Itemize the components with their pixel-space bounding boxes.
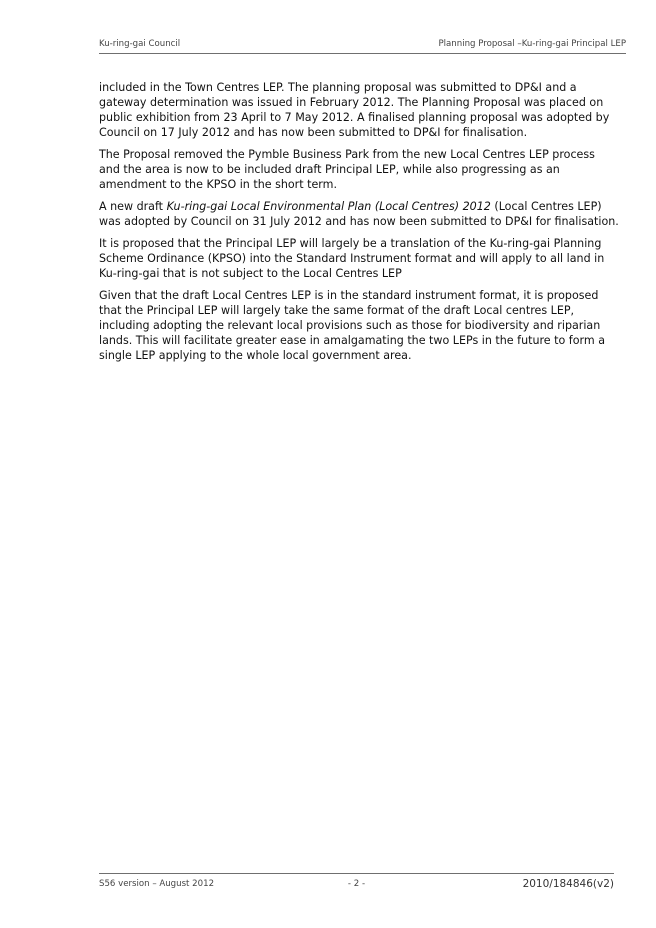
paragraph-town-centres-lep: included in the Town Centres LEP. The planning proposal was submitted to DP&I and a gateway determination was issued in February 2012. The Planning Proposal was placed on public exhibition from 23 April to 7 May 2012. A finalised planning proposal was adopted by Council on 17 July 2012 and has now been submitted to DP&I for finalisation. xyxy=(99,81,610,139)
paragraph-local-centres-lep-suffix: (Local Centres LEP) was adopted by Council on 31 July 2012 and has now been submitted to DP&I for finalisation. xyxy=(99,200,619,228)
page-number: - 2 - xyxy=(347,879,366,889)
document-reference: 2010/184846(v2) xyxy=(522,878,614,890)
paragraph-pymble-business-park: The Proposal removed the Pymble Business Park from the new Local Centres LEP process and the area is now to be included draft Principal LEP, while also progressing as an amendment to the KPSO in the short term. xyxy=(99,148,595,191)
footer-version: S56 version – August 2012 xyxy=(99,879,215,889)
paragraph-principal-lep-translation: It is proposed that the Principal LEP will largely be a translation of the Ku-ring-gai Planning Scheme Ordinance (KPSO) into the Standard Instrument format and will apply to all land in Ku-ring-gai that is not subject to the Local Centres LEP xyxy=(99,237,605,280)
header-organisation: Ku-ring-gai Council xyxy=(99,39,181,49)
plan-title-italic: Ku-ring-gai Local Environmental Plan (Local Centres) 2012 xyxy=(166,200,491,213)
page-footer xyxy=(99,873,614,894)
paragraph-local-centres-lep xyxy=(99,199,619,229)
paragraph-standard-instrument-format: Given that the draft Local Centres LEP is in the standard instrument format, it is proposed that the Principal LEP will largely take the same format of the draft Local centres LEP, including adopting the relevant local provisions such as those for biodiversity and riparian lands. This will facilitate greater ease in amalgamating the two LEPs in the future to form a single LEP applying to the whole local government area. xyxy=(99,289,606,362)
page-header xyxy=(99,37,626,54)
document-body xyxy=(99,80,619,370)
header-document-title: Planning Proposal –Ku-ring-gai Principal LEP xyxy=(438,39,626,49)
paragraph-local-centres-lep-prefix: A new draft xyxy=(99,200,167,213)
